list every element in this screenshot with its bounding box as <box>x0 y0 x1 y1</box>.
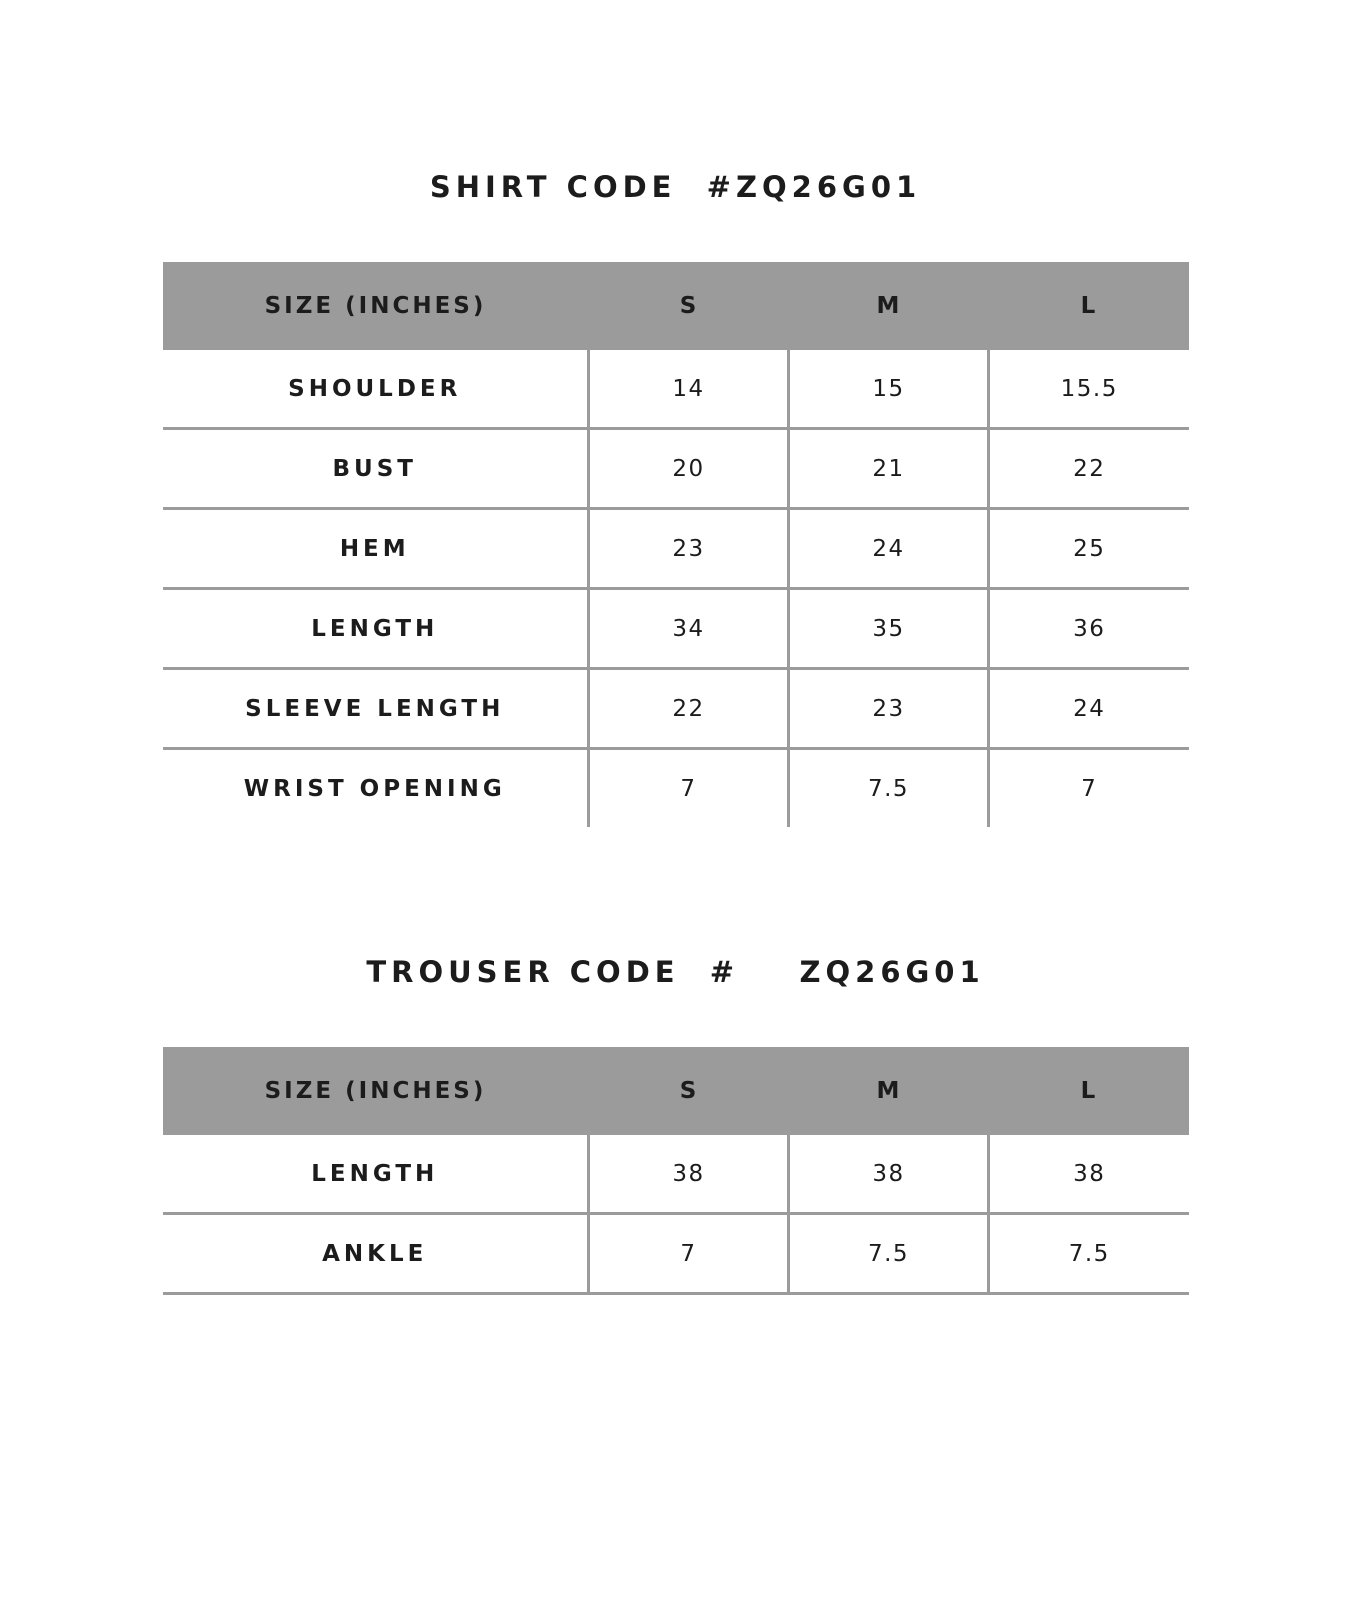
row-label-wrist-opening: WRIST OPENING <box>163 749 589 828</box>
cell-wrist-opening-l: 7 <box>1081 775 1098 802</box>
row-label-ankle: ANKLE <box>163 1214 589 1294</box>
cell-hem-m: 24 <box>789 509 989 589</box>
table-row <box>163 350 1189 429</box>
trouser-size-section <box>0 955 1351 1295</box>
shirt-table-body <box>163 350 1189 827</box>
trouser-table-header <box>163 1047 1189 1135</box>
table-row <box>163 429 1189 509</box>
shirt-size-section <box>0 170 1351 827</box>
cell-sleeve-length-m: 23 <box>789 669 989 749</box>
trouser-table-body <box>163 1135 1189 1294</box>
header-size-m: M <box>876 1078 901 1104</box>
cell-bust-s: 20 <box>589 429 789 509</box>
shirt-size-table <box>163 262 1189 827</box>
cell-sleeve-length-l: 24 <box>989 669 1189 749</box>
row-label-length: LENGTH <box>163 1135 589 1214</box>
row-label-sleeve-length: SLEEVE LENGTH <box>163 669 589 749</box>
cell-length-s: 38 <box>589 1135 789 1214</box>
shirt-table-header <box>163 262 1189 350</box>
cell-shoulder-m: 15 <box>789 350 989 429</box>
cell-ankle-m: 7.5 <box>789 1214 989 1294</box>
cell-wrist-opening-m: 7.5 <box>789 749 989 828</box>
header-size-s: S <box>679 1078 698 1104</box>
trouser-section-title: TROUSER CODE # ZQ26G01 <box>366 955 985 989</box>
row-label-length: LENGTH <box>163 589 589 669</box>
cell-wrist-opening-s: 7 <box>589 749 789 828</box>
cell-sleeve-length-s: 22 <box>589 669 789 749</box>
row-label-shoulder: SHOULDER <box>163 350 589 429</box>
cell-ankle-l: 7.5 <box>989 1214 1189 1294</box>
trouser-size-table <box>163 1047 1189 1295</box>
table-row <box>163 669 1189 749</box>
header-size-inches: SIZE (INCHES) <box>264 293 487 319</box>
header-size-inches: SIZE (INCHES) <box>264 1078 487 1104</box>
header-size-l: L <box>1080 293 1097 319</box>
shirt-section-title: SHIRT CODE #ZQ26G01 <box>429 170 922 204</box>
header-size-s: S <box>679 293 698 319</box>
cell-length-m: 35 <box>789 589 989 669</box>
cell-hem-s: 23 <box>589 509 789 589</box>
cell-bust-l: 22 <box>989 429 1189 509</box>
table-row <box>163 1135 1189 1214</box>
cell-length-m: 38 <box>789 1135 989 1214</box>
header-size-m: M <box>876 293 901 319</box>
table-row <box>163 509 1189 589</box>
table-header-row <box>163 1047 1189 1135</box>
header-size-l: L <box>1080 1078 1097 1104</box>
cell-shoulder-s: 14 <box>589 350 789 429</box>
cell-length-s: 34 <box>589 589 789 669</box>
table-header-row <box>163 262 1189 350</box>
cell-ankle-s: 7 <box>589 1214 789 1294</box>
cell-bust-m: 21 <box>789 429 989 509</box>
row-label-hem: HEM <box>163 509 589 589</box>
cell-length-l: 38 <box>989 1135 1189 1214</box>
cell-hem-l: 25 <box>989 509 1189 589</box>
cell-shoulder-l: 15.5 <box>989 350 1189 429</box>
table-row <box>163 749 1189 828</box>
cell-length-l: 36 <box>989 589 1189 669</box>
table-row <box>163 1214 1189 1294</box>
row-label-bust: BUST <box>163 429 589 509</box>
table-row <box>163 589 1189 669</box>
